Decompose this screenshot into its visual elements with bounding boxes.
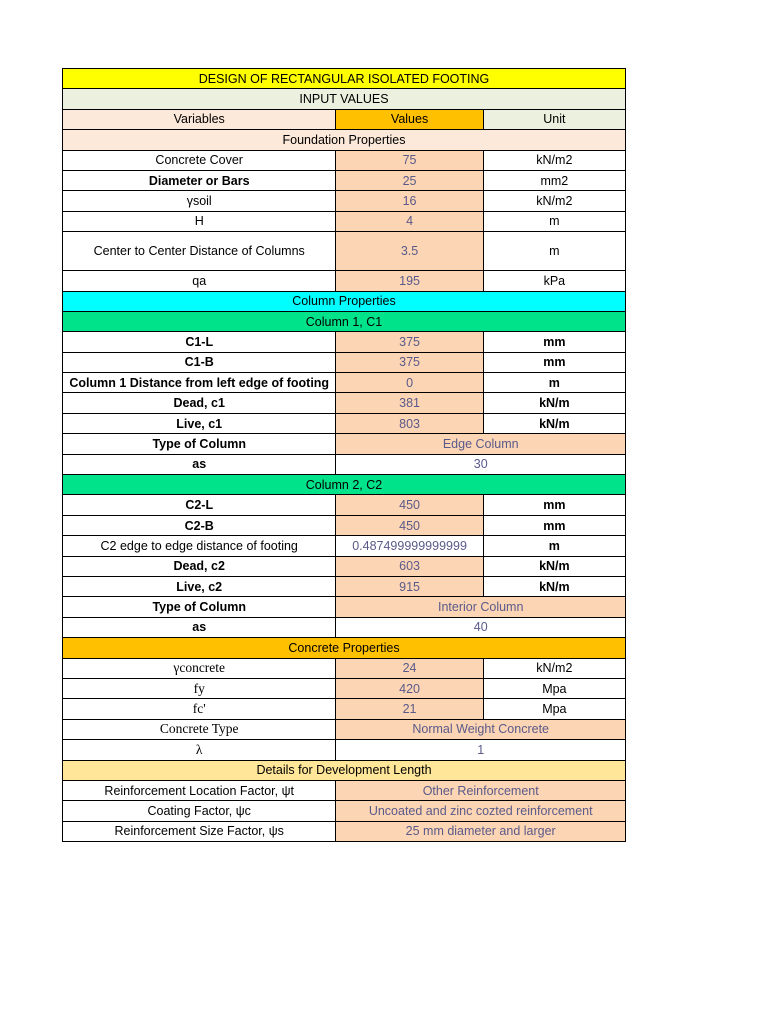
value-cell[interactable]: 420	[336, 678, 483, 698]
table-row	[63, 393, 626, 413]
value-cell[interactable]: 0	[336, 373, 483, 393]
table-row	[63, 170, 626, 190]
value-cell[interactable]: 803	[336, 413, 483, 433]
unit-cell[interactable]: kN/m2	[483, 191, 625, 211]
value-cell[interactable]: 4	[336, 211, 483, 231]
unit-cell[interactable]: kN/m2	[483, 658, 625, 678]
label-cell[interactable]: as	[63, 617, 336, 637]
column1-header[interactable]: Column 1, C1	[63, 311, 626, 331]
unit-cell[interactable]: m	[483, 232, 625, 271]
label-cell[interactable]: C2 edge to edge distance of footing	[63, 536, 336, 556]
column2-type-select[interactable]: Interior Column	[336, 597, 626, 617]
unit-cell[interactable]: kN/m2	[483, 150, 625, 170]
unit-cell[interactable]: kN/m	[483, 556, 625, 576]
label-cell[interactable]: Live, c2	[63, 576, 336, 596]
unit-cell[interactable]: kN/m	[483, 413, 625, 433]
label-cell[interactable]: Reinforcement Size Factor, ψs	[63, 821, 336, 841]
coating-factor-select[interactable]: Uncoated and zinc cozted reinforcement	[336, 801, 626, 821]
table-row	[63, 780, 626, 800]
table-row	[63, 434, 626, 454]
table-row	[63, 332, 626, 352]
table-row	[63, 658, 626, 678]
unit-cell[interactable]: m	[483, 536, 625, 556]
table-row	[63, 719, 626, 739]
value-cell[interactable]: 375	[336, 352, 483, 372]
column1-as-value[interactable]: 30	[336, 454, 626, 474]
lambda-value[interactable]: 1	[336, 740, 626, 760]
unit-cell[interactable]: mm	[483, 352, 625, 372]
table-row	[63, 150, 626, 170]
label-cell[interactable]: C1-B	[63, 352, 336, 372]
label-cell[interactable]: Diameter or Bars	[63, 170, 336, 190]
table-row	[63, 271, 626, 291]
value-cell[interactable]: 3.5	[336, 232, 483, 271]
label-cell[interactable]: Concrete Type	[63, 719, 336, 739]
table-row	[63, 515, 626, 535]
label-cell[interactable]: qa	[63, 271, 336, 291]
value-cell[interactable]: 21	[336, 699, 483, 719]
location-factor-select[interactable]: Other Reinforcement	[336, 780, 626, 800]
table-row	[63, 536, 626, 556]
table-row	[63, 352, 626, 372]
label-cell[interactable]: Dead, c1	[63, 393, 336, 413]
table-row	[63, 597, 626, 617]
label-cell[interactable]: C2-L	[63, 495, 336, 515]
unit-cell[interactable]: kN/m	[483, 576, 625, 596]
label-cell[interactable]: Center to Center Distance of Columns	[63, 232, 336, 271]
value-cell[interactable]: 381	[336, 393, 483, 413]
foundation-properties-header[interactable]: Foundation Properties	[63, 130, 626, 150]
table-row	[63, 678, 626, 698]
label-cell[interactable]: C1-L	[63, 332, 336, 352]
unit-cell[interactable]: Mpa	[483, 678, 625, 698]
table-row	[63, 191, 626, 211]
value-cell[interactable]: 24	[336, 658, 483, 678]
table-row	[63, 801, 626, 821]
table-row	[63, 454, 626, 474]
concrete-properties-header[interactable]: Concrete Properties	[63, 638, 626, 658]
value-cell[interactable]: 915	[336, 576, 483, 596]
table-row	[63, 211, 626, 231]
table-row	[63, 413, 626, 433]
table-row	[63, 232, 626, 271]
label-cell[interactable]: Dead, c2	[63, 556, 336, 576]
development-length-header[interactable]: Details for Development Length	[63, 760, 626, 780]
value-cell[interactable]: 25	[336, 170, 483, 190]
label-cell[interactable]: C2-B	[63, 515, 336, 535]
column2-header[interactable]: Column 2, C2	[63, 475, 626, 495]
unit-cell[interactable]: mm	[483, 495, 625, 515]
unit-cell[interactable]: mm2	[483, 170, 625, 190]
unit-cell[interactable]: Mpa	[483, 699, 625, 719]
input-values-header[interactable]: INPUT VALUES	[63, 89, 626, 109]
table-row	[63, 699, 626, 719]
value-cell[interactable]: 195	[336, 271, 483, 291]
unit-cell[interactable]: kN/m	[483, 393, 625, 413]
value-cell[interactable]: 603	[336, 556, 483, 576]
value-cell[interactable]: 16	[336, 191, 483, 211]
unit-cell[interactable]: mm	[483, 332, 625, 352]
label-cell[interactable]: H	[63, 211, 336, 231]
label-cell[interactable]: as	[63, 454, 336, 474]
column1-type-select[interactable]: Edge Column	[336, 434, 626, 454]
variables-header[interactable]: Variables	[63, 109, 336, 129]
value-cell[interactable]: 450	[336, 495, 483, 515]
value-cell[interactable]: 375	[336, 332, 483, 352]
label-cell[interactable]: Concrete Cover	[63, 150, 336, 170]
table-row	[63, 576, 626, 596]
label-cell[interactable]: Type of Column	[63, 597, 336, 617]
label-cell[interactable]: Coating Factor, ψc	[63, 801, 336, 821]
table-row	[63, 821, 626, 841]
unit-cell[interactable]: mm	[483, 515, 625, 535]
table-row	[63, 373, 626, 393]
table-row	[63, 556, 626, 576]
label-cell[interactable]: Reinforcement Location Factor, ψt	[63, 780, 336, 800]
label-cell[interactable]: fc'	[63, 699, 336, 719]
footing-design-table	[62, 68, 626, 842]
unit-header[interactable]: Unit	[483, 109, 625, 129]
table-row	[63, 495, 626, 515]
unit-cell[interactable]: m	[483, 211, 625, 231]
label-cell[interactable]: fy	[63, 678, 336, 698]
unit-cell[interactable]: m	[483, 373, 625, 393]
table-row	[63, 617, 626, 637]
table-row	[63, 740, 626, 760]
label-cell[interactable]: Type of Column	[63, 434, 336, 454]
size-factor-select[interactable]: 25 mm diameter and larger	[336, 821, 626, 841]
column-properties-header[interactable]: Column Properties	[63, 291, 626, 311]
value-cell[interactable]: 75	[336, 150, 483, 170]
label-cell[interactable]: γsoil	[63, 191, 336, 211]
label-cell[interactable]: γconcrete	[63, 658, 336, 678]
value-cell[interactable]: 0.487499999999999	[336, 536, 483, 556]
label-cell[interactable]: Column 1 Distance from left edge of footing	[63, 373, 336, 393]
value-cell[interactable]: 450	[336, 515, 483, 535]
label-cell[interactable]: λ	[63, 740, 336, 760]
label-cell[interactable]: Live, c1	[63, 413, 336, 433]
unit-cell[interactable]: kPa	[483, 271, 625, 291]
concrete-type-select[interactable]: Normal Weight Concrete	[336, 719, 626, 739]
values-header[interactable]: Values	[336, 109, 483, 129]
sheet-title[interactable]: DESIGN OF RECTANGULAR ISOLATED FOOTING	[63, 69, 626, 89]
column2-as-value[interactable]: 40	[336, 617, 626, 637]
